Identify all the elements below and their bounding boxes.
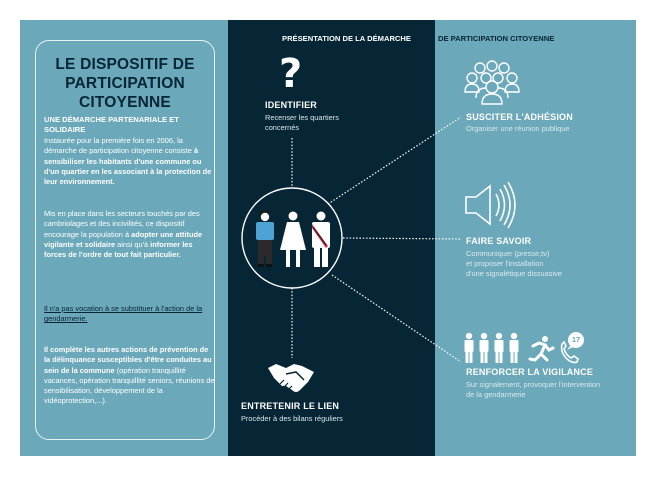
speaker-icon (464, 180, 524, 230)
infographic (20, 20, 636, 456)
gendarme-figure (256, 211, 274, 267)
step-desc-faire-savoir: Communiquer (presse,tv) et proposer l'installation d'une signalétique dissuasive (466, 249, 562, 278)
runner-icon (530, 336, 553, 360)
paragraph-purpose: Mis en place dans les secteurs touchés par des cambriolages et des incivilités, ce dispositif encourage la population à adopter une attitude vigilante et solidaire ainsi qu'à informer les forces de l'ordre de tout fait particulier. (44, 209, 203, 260)
paragraph-intro: Instaurée pour la première fois en 2006, la démarche de participation citoyenne consiste à sensibiliser les habitants d'une commune ou d'un quartier en les associant à la protection de leur environnement. (44, 136, 212, 187)
step-title-identifier: IDENTIFIER (265, 100, 318, 110)
actors-icon (252, 208, 334, 272)
handshake-icon (266, 360, 316, 396)
main-title: LE DISPOSITIF DE PARTICIPATION CITOYENNE (55, 56, 195, 111)
question-mark-icon: ? (279, 51, 303, 97)
header-part-2: DE PARTICIPATION CITOYENNE (438, 34, 555, 43)
people-row-icon (465, 333, 519, 363)
step-title-entretenir: ENTRETENIR LE LIEN (241, 401, 340, 411)
step-desc-renforcer: Sur signalement, provoquer l'intervention de la gendarmerie (466, 380, 601, 399)
left-panel (20, 20, 228, 456)
paragraph-disclaimer: Il n'a pas vocation à se substituer à l'action de la gendarmerie. (44, 304, 203, 324)
mayor-figure (312, 212, 330, 268)
crowd-icon (462, 60, 522, 106)
step-title-renforcer: RENFORCER LA VIGILANCE (466, 367, 594, 377)
info-box (35, 40, 215, 440)
step-title-faire-savoir: FAIRE SAVOIR (466, 236, 532, 246)
section-subtitle: UNE DÉMARCHE PARTENARIALE ET SOLIDAIRE (44, 115, 179, 134)
emergency-number-badge: 17 (571, 335, 581, 344)
citizen-figure (280, 212, 306, 268)
header-part-1: PRÉSENTATION DE LA DÉMARCHE (282, 34, 411, 43)
paragraph-complement: Il complète les autres actions de prévention de la délinquance susceptibles d'être conduites au sein de la commune (opération tranquillité vacances, opération tranquillité seniors, réunions de sensibilisation, développement de la vidéoprotection,...). (44, 345, 215, 406)
step-desc-entretenir: Procéder à des bilans réguliers (241, 414, 343, 423)
step-desc-identifier: Recenser les quartiers concernés (265, 113, 339, 132)
step-title-susciter: SUSCITER L'ADHÉSION (466, 112, 573, 122)
step-desc-susciter: Organiser une réunion publique (466, 124, 570, 133)
